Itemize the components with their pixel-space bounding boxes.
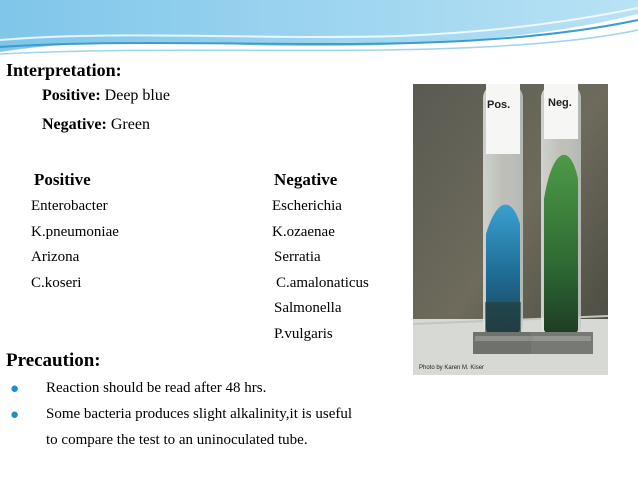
negative-organism: Serratia [274, 249, 321, 265]
positive-result-value: Deep blue [104, 87, 170, 104]
positive-tube-label: Pos. [487, 99, 511, 111]
positive-organism: K.pneumoniae [31, 224, 119, 240]
negative-organism: Escherichia [272, 198, 342, 214]
positive-organism: Enterobacter [31, 198, 108, 214]
negative-column-header: Negative [274, 170, 338, 189]
negative-organism: C.amalonaticus [276, 275, 369, 291]
negative-organism: P.vulgaris [274, 326, 333, 342]
negative-organism: K.ozaenae [272, 224, 335, 240]
positive-result-line [42, 87, 170, 105]
bullet-dot-icon: ● [10, 380, 20, 397]
photo-credit: Photo by Karen M. Kiser [419, 365, 485, 371]
negative-organism: Salmonella [274, 300, 342, 316]
positive-organism: Arizona [31, 249, 80, 265]
negative-result-label: Negative: [42, 116, 107, 133]
negative-result-line [42, 116, 150, 134]
interpretation-heading: Interpretation: [6, 60, 122, 80]
precaution-item: Reaction should be read after 48 hrs. [46, 380, 267, 396]
precaution-item-continued: to compare the test to an uninoculated tube. [46, 432, 308, 448]
test-tubes-illustration [413, 84, 608, 375]
test-tubes-photo [413, 84, 608, 375]
precaution-heading: Precaution: [6, 350, 101, 371]
header-wave-decoration [0, 0, 638, 60]
precaution-item: Some bacteria produces slight alkalinity,it is useful [46, 406, 353, 422]
negative-result-value: Green [110, 116, 150, 133]
positive-result-label: Positive: [42, 87, 101, 104]
positive-organism: C.koseri [31, 275, 82, 291]
positive-column-header: Positive [34, 170, 91, 189]
bullet-dot-icon: ● [10, 406, 20, 423]
negative-tube-label: Neg. [548, 97, 572, 109]
